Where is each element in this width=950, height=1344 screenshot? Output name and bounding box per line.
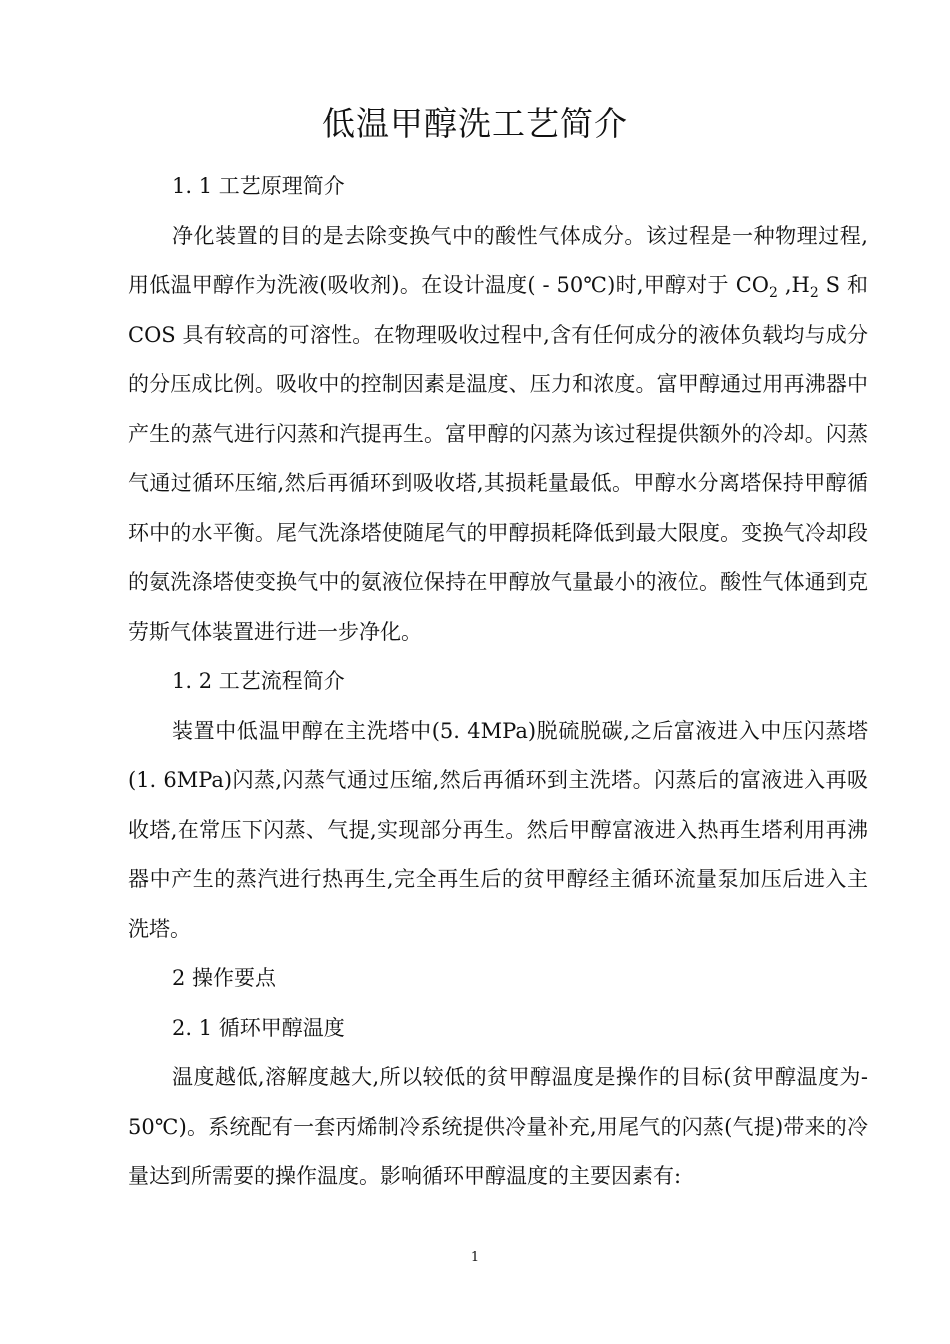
paragraph-methanol-temperature: 温度越低,溶解度越大,所以较低的贫甲醇温度是操作的目标(贫甲醇温度为- 50℃)。系统配有一套丙烯制冷系统提供冷量补充,用尾气的闪蒸(气提)带来的冷量达到所需要的操作温度。影响循环甲醇温度的主要因素有: — [128, 1065, 868, 1188]
subscript-2: 2 — [768, 285, 778, 301]
paragraph-text-part: ,H — [777, 273, 810, 297]
document-title: 低温甲醇洗工艺简介 — [322, 104, 628, 143]
paragraph-process-flow: 装置中低温甲醇在主洗塔中(5. 4MPa)脱硫脱碳,之后富液进入中压闪蒸塔(1. 6MPa)闪蒸,闪蒸气通过压缩,然后再循环到主洗塔。闪蒸后的富液进入再吸收塔,在常压下闪蒸、气提,实现部分再生。然后甲醇富液进入热再生塔利用再沸器中产生的蒸汽进行热再生,完全再生后的贫甲醇经主循环流量泵加压后进入主洗塔。 — [128, 718, 868, 941]
paragraph-text-part: S 和 COS 具有较高的可溶性。在物理吸收过程中,含有任何成分的液体负载均与成分的分压成比例。吸收中的控制因素是温度、压力和浓度。富甲醇通过用再沸器中产生的蒸气进行闪蒸和汽提再生。富甲醇的闪蒸为该过程提供额外的冷却。闪蒸气通过循环压缩,然后再循环到吸收塔,其损耗量最低。甲醇水分离塔保持甲醇循环中的水平衡。尾气洗涤塔使随尾气的甲醇损耗降低到最大限度。变换气冷却段的氨洗涤塔使变换气中的氨液位保持在甲醇放气量最小的液位。酸性气体通到克劳斯气体装置进行进一步净化。 — [128, 273, 868, 644]
section-heading-2-1: 2. 1 循环甲醇温度 — [172, 1015, 345, 1040]
document-body — [128, 162, 868, 1202]
section-heading-1-1: 1. 1 工艺原理简介 — [172, 174, 345, 198]
paragraph-text-part: 净化装置的目的是去除变换气中的酸性气体成分。该过程是一种物理过程,用低温甲醇作为洗液(吸收剂)。在设计温度( - 50℃)时,甲醇对于 CO — [128, 223, 868, 297]
page-number: 1 — [470, 1250, 480, 1265]
section-heading-1-2: 1. 2 工艺流程简介 — [172, 669, 345, 693]
section-heading-2: 2 操作要点 — [172, 966, 277, 990]
paragraph-process-principle — [128, 212, 868, 658]
subscript-2: 2 — [809, 285, 819, 301]
